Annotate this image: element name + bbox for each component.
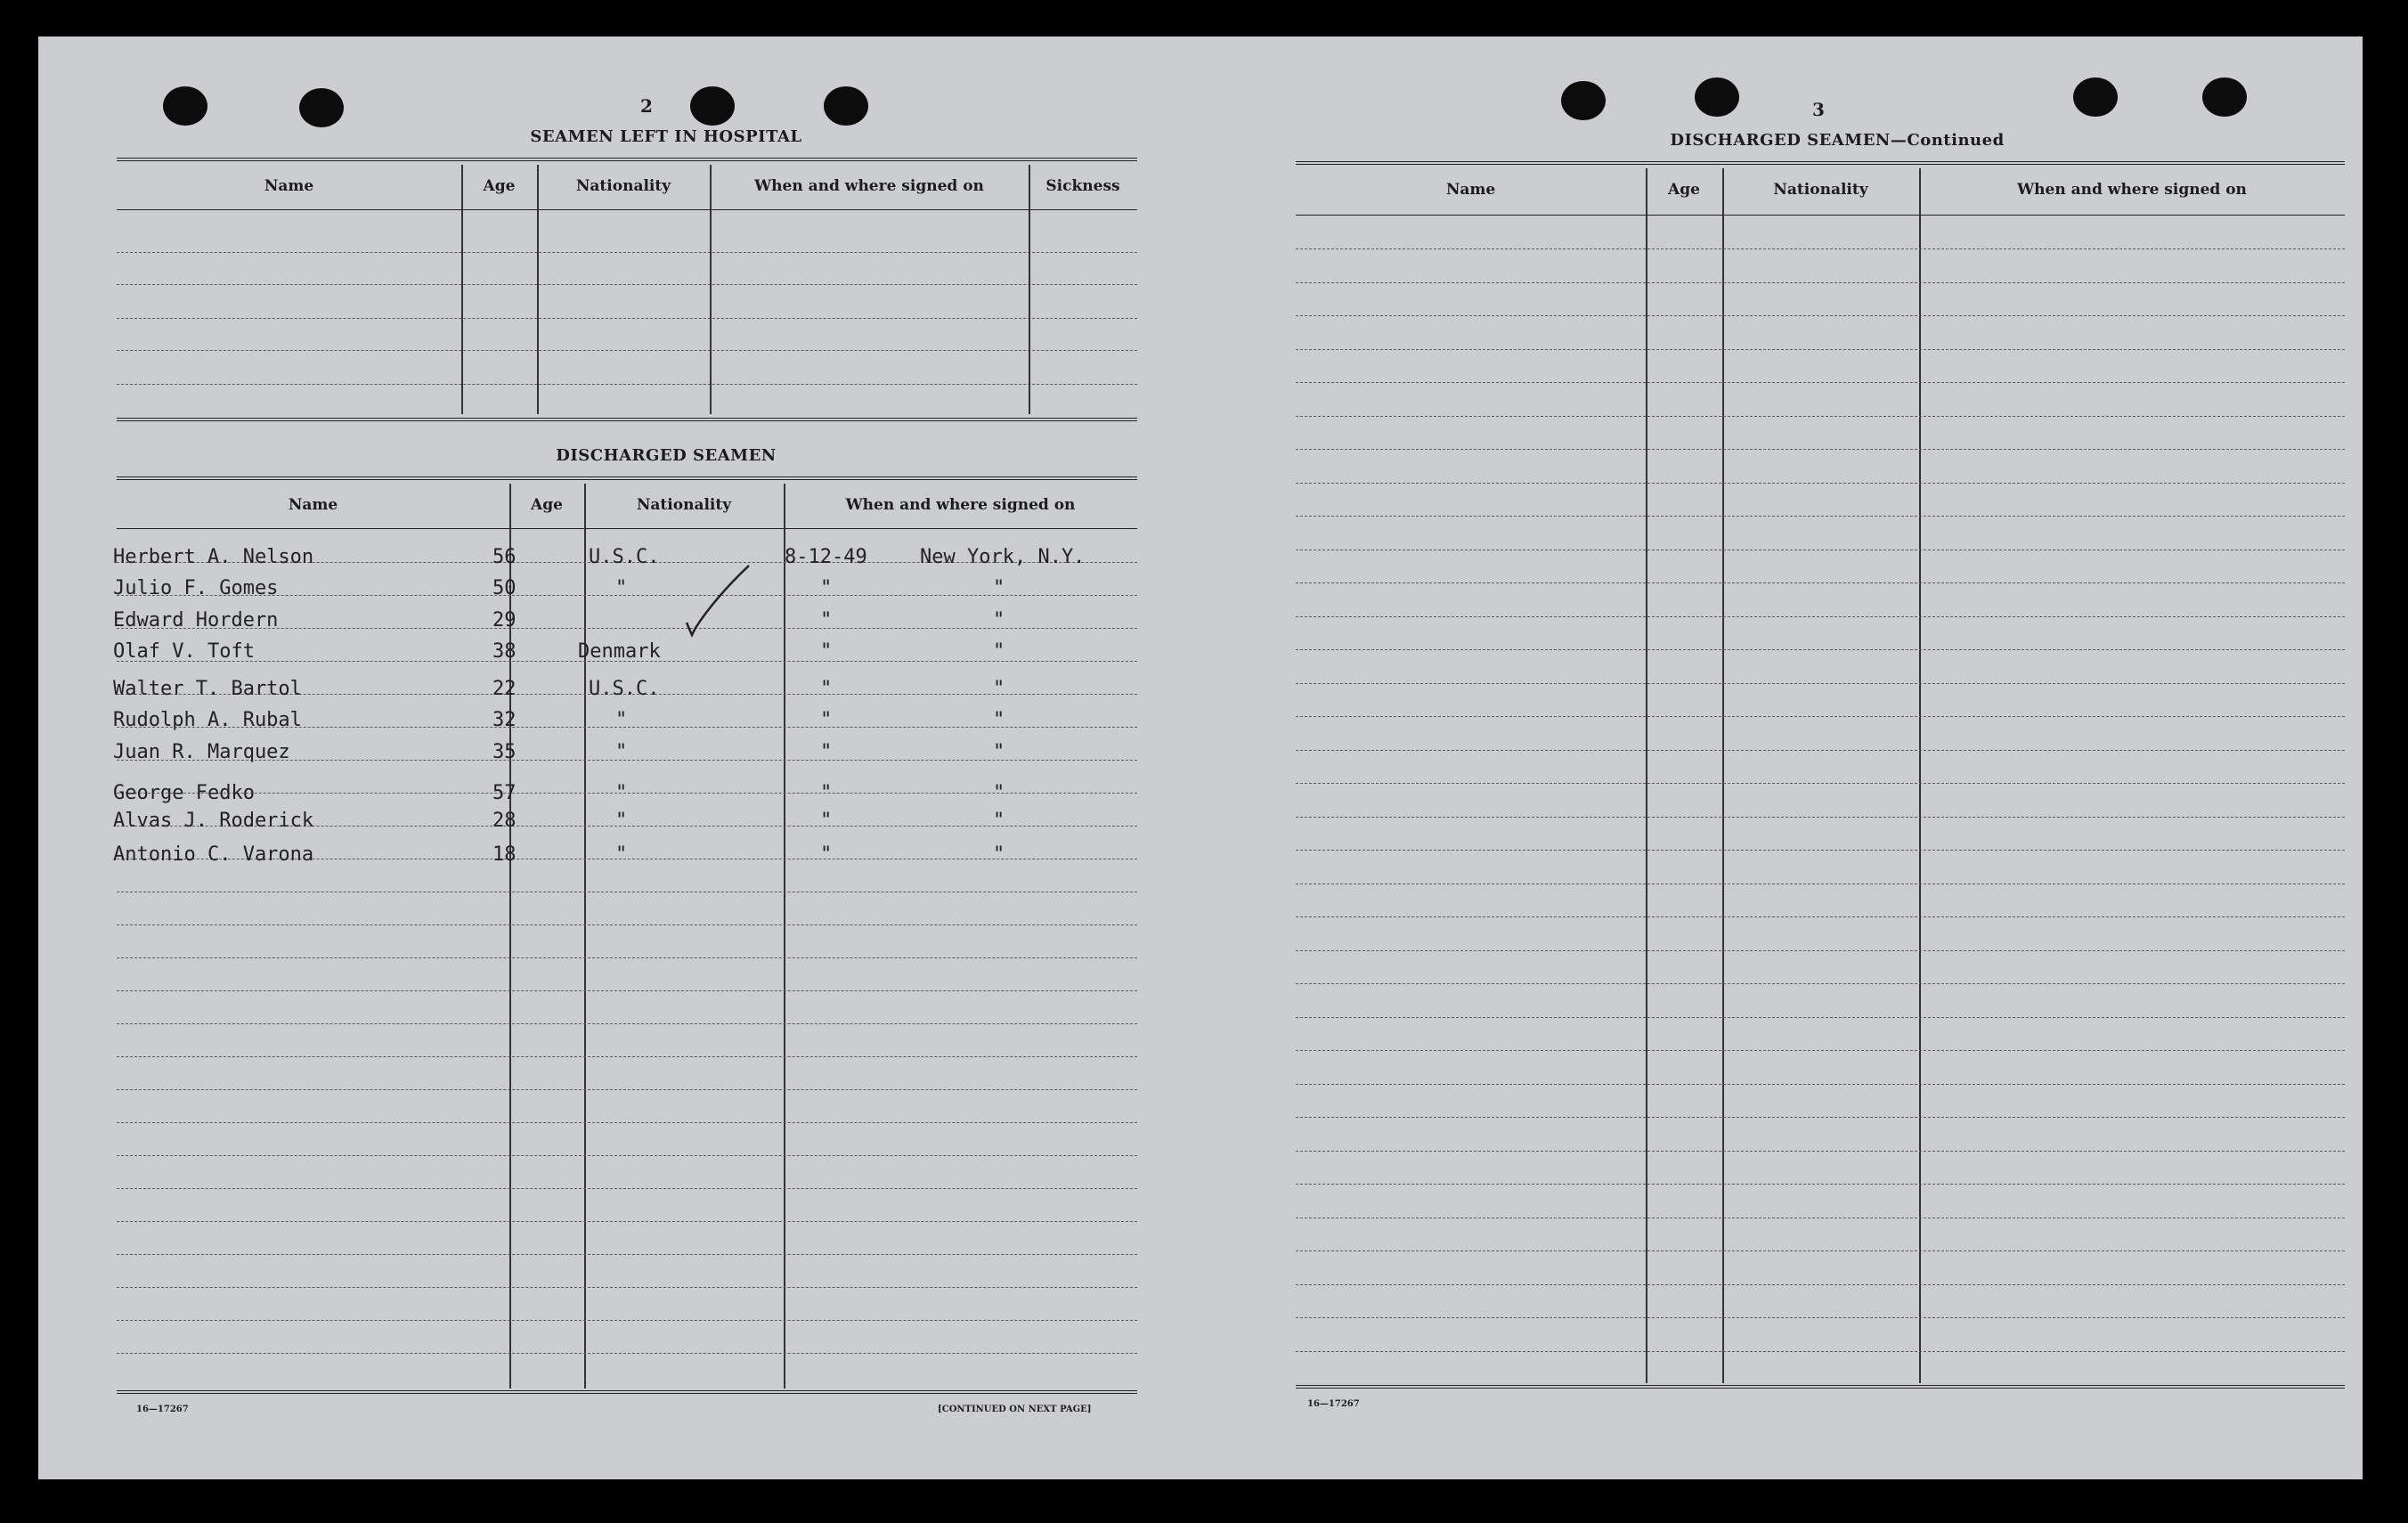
ruled-line	[1296, 282, 2345, 283]
entry-name: Edward Hordern	[113, 609, 279, 631]
ruled-line	[1296, 416, 2345, 417]
entry-nationality: Denmark	[578, 640, 661, 663]
ruled-line	[1296, 516, 2345, 517]
discharged-header-nationality: Nationality	[636, 496, 732, 514]
entry-age: 28	[492, 810, 517, 832]
ruled-line	[1296, 483, 2345, 484]
entry-name: Antonio C. Varona	[113, 843, 314, 866]
ruled-line	[1296, 950, 2345, 951]
entry-place: "	[993, 640, 1005, 663]
continued-note: [CONTINUED ON NEXT PAGE]	[938, 1405, 1092, 1414]
right-title-text: DISCHARGED SEAMEN	[1670, 131, 1891, 150]
entry-name: Alvas J. Roderick	[113, 810, 314, 832]
ruled-line	[1296, 1084, 2345, 1085]
punch-hole	[2073, 77, 2118, 117]
document-sheet	[38, 37, 2363, 1479]
ruled-line	[1296, 916, 2345, 917]
ruled-line	[1296, 582, 2345, 583]
entry-nationality: "	[615, 709, 628, 731]
ruled-line	[1296, 449, 2345, 450]
ruled-line	[1296, 315, 2345, 316]
ruled-line	[1296, 349, 2345, 350]
entry-nationality: "	[615, 741, 628, 763]
right-header-age: Age	[1668, 181, 1700, 199]
entry-nationality: U.S.C.	[589, 678, 660, 700]
ruled-line	[117, 1023, 1137, 1024]
entry-name: Walter T. Bartol	[113, 678, 302, 700]
entry-name: Olaf V. Toft	[113, 640, 255, 663]
ruled-line	[117, 1122, 1137, 1123]
punch-hole	[1695, 77, 1739, 117]
ruled-line	[1296, 1117, 2345, 1118]
ruled-line	[1296, 716, 2345, 717]
ruled-line	[1296, 616, 2345, 617]
entry-date: "	[820, 678, 833, 700]
entry-date: "	[820, 609, 833, 631]
right-title-suffix: —Continued	[1890, 131, 2005, 150]
entry-name: Herbert A. Nelson	[113, 546, 314, 568]
entry-place: "	[993, 609, 1005, 631]
ruled-line	[117, 1287, 1137, 1288]
ruled-line	[117, 1320, 1137, 1321]
entry-date: "	[820, 709, 833, 731]
entry-age: 32	[492, 709, 517, 731]
ruled-line	[1296, 850, 2345, 851]
entry-name: Rudolph A. Rubal	[113, 709, 302, 731]
ruled-line	[117, 1221, 1137, 1222]
ruled-line	[117, 924, 1137, 925]
punch-hole	[2202, 77, 2247, 117]
right-page-number: 3	[1812, 99, 1825, 120]
entry-nationality: U.S.C.	[589, 546, 660, 568]
entry-date: "	[820, 810, 833, 832]
ruled-line	[117, 1056, 1137, 1057]
entry-age: 18	[492, 843, 517, 866]
ruled-line	[1296, 983, 2345, 984]
hospital-header-sickness: Sickness	[1045, 177, 1120, 195]
ruled-line	[117, 1155, 1137, 1156]
discharged-title: DISCHARGED SEAMEN	[556, 446, 777, 465]
punch-hole	[690, 86, 735, 126]
check-mark-icon	[679, 562, 777, 660]
punch-hole	[163, 86, 207, 126]
ruled-line	[1296, 1284, 2345, 1285]
entry-name: George Fedko	[113, 782, 255, 804]
right-title	[1552, 131, 2122, 150]
entry-name: Juan R. Marquez	[113, 741, 290, 763]
entry-nationality: "	[615, 577, 628, 599]
entry-date: "	[820, 843, 833, 866]
entry-date: "	[820, 741, 833, 763]
hospital-header-nationality: Nationality	[575, 177, 671, 195]
entry-place: "	[993, 810, 1005, 832]
left-page-number: 2	[640, 95, 653, 117]
entry-place: "	[993, 843, 1005, 866]
entry-age: 29	[492, 609, 517, 631]
entry-place: "	[993, 577, 1005, 599]
entry-age: 22	[492, 678, 517, 700]
right-header-signed-on: When and where signed on	[2017, 181, 2247, 199]
entry-place: "	[993, 741, 1005, 763]
entry-age: 50	[492, 577, 517, 599]
discharged-header-signed-on: When and where signed on	[845, 496, 1076, 514]
ruled-line	[1296, 817, 2345, 818]
ruled-line	[1296, 1151, 2345, 1152]
ruled-line	[1296, 1351, 2345, 1352]
ruled-line	[117, 1089, 1137, 1090]
entry-place: "	[993, 709, 1005, 731]
ruled-line	[1296, 783, 2345, 784]
right-header-nationality: Nationality	[1773, 181, 1868, 199]
ruled-line	[117, 990, 1137, 991]
entry-age: 56	[492, 546, 517, 568]
entry-nationality: "	[615, 843, 628, 866]
entry-name: Julio F. Gomes	[113, 577, 279, 599]
punch-hole	[824, 86, 868, 126]
hospital-header-age: Age	[483, 177, 516, 195]
entry-nationality: "	[615, 782, 628, 804]
punch-hole	[299, 88, 344, 127]
entry-place: New York, N.Y.	[920, 546, 1086, 568]
hospital-table	[117, 158, 1137, 425]
discharged-header-age: Age	[531, 496, 563, 514]
ruled-line	[1296, 248, 2345, 249]
entry-place: "	[993, 678, 1005, 700]
entry-age: 38	[492, 640, 517, 663]
ruled-line	[117, 957, 1137, 958]
right-discharged-table	[1296, 161, 2345, 1392]
entry-place: "	[993, 782, 1005, 804]
entry-date: "	[820, 577, 833, 599]
right-header-name: Name	[1445, 181, 1496, 199]
hospital-header-signed-on: When and where signed on	[754, 177, 984, 195]
right-form-number: 16—17267	[1307, 1399, 1360, 1409]
ruled-line	[1296, 1184, 2345, 1185]
hospital-title: SEAMEN LEFT IN HOSPITAL	[530, 127, 802, 146]
entry-date: "	[820, 782, 833, 804]
ruled-line	[1296, 382, 2345, 383]
entry-date: "	[820, 640, 833, 663]
hospital-header-name: Name	[264, 177, 314, 195]
discharged-header-name: Name	[288, 496, 338, 514]
ruled-line	[1296, 649, 2345, 650]
ruled-line	[1296, 1017, 2345, 1018]
ruled-line	[117, 1254, 1137, 1255]
left-form-number: 16—17267	[136, 1405, 189, 1414]
entry-age: 57	[492, 782, 517, 804]
ruled-line	[1296, 1317, 2345, 1318]
entry-age: 35	[492, 741, 517, 763]
ruled-line	[117, 1353, 1137, 1354]
entry-nationality: "	[615, 810, 628, 832]
ruled-line	[1296, 1250, 2345, 1251]
ruled-line	[1296, 1050, 2345, 1051]
ruled-line	[1296, 683, 2345, 684]
ruled-line	[1296, 750, 2345, 751]
entry-date: 8-12-49	[785, 546, 867, 568]
ruled-line	[117, 1188, 1137, 1189]
punch-hole	[1561, 81, 1606, 120]
